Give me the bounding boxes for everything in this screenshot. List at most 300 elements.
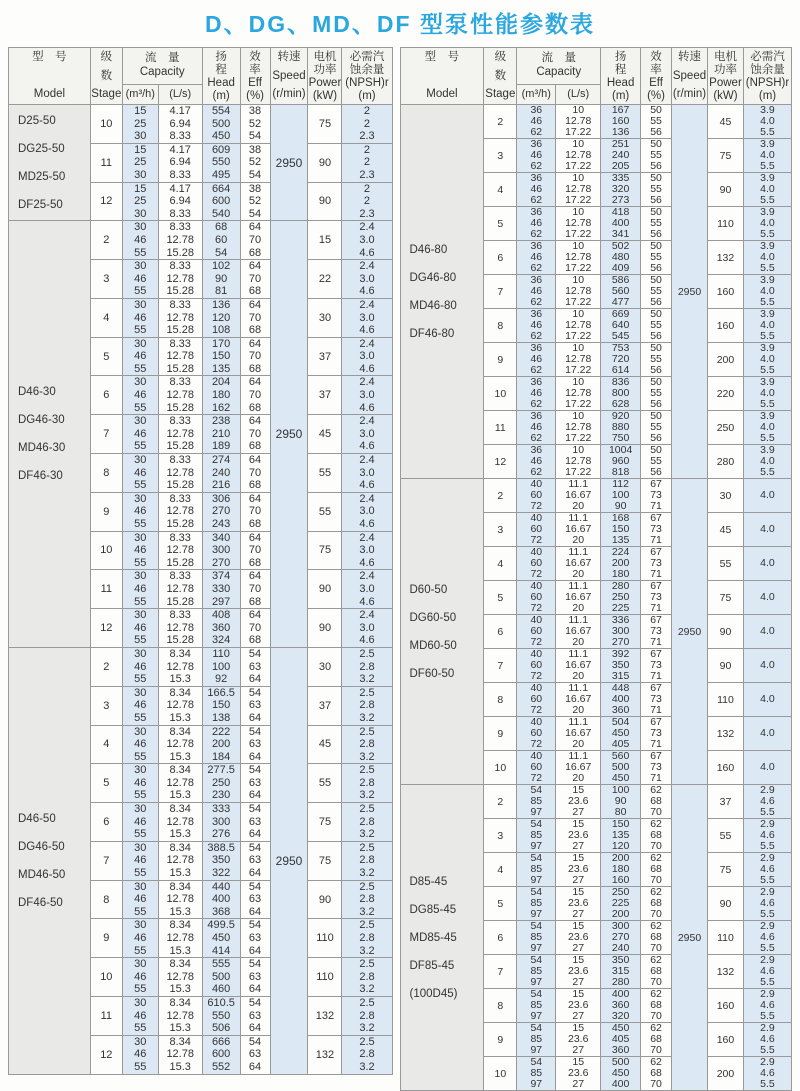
- eff-cell-value: 64: [248, 867, 262, 880]
- capacity-ls-cell: [556, 377, 601, 411]
- npsh-cell: [743, 1023, 791, 1057]
- npsh-cell-value: 2.8: [359, 932, 375, 944]
- value-lines: [641, 173, 671, 206]
- capacity-m3h-cell-value: 54: [530, 920, 543, 932]
- capacity-m3h-cell: [517, 921, 556, 955]
- capacity-m3h-cell-value: 15: [134, 182, 147, 195]
- capacity-m3h-cell-value: 54: [530, 954, 543, 966]
- head-cell: [202, 337, 240, 376]
- capacity-ls-cell: [158, 260, 202, 299]
- capacity-ls-cell-value: 8.34: [169, 1035, 191, 1048]
- capacity-m3h-cell-value: 62: [530, 296, 543, 308]
- capacity-m3h-cell-value: 72: [530, 704, 543, 716]
- power-cell: 90: [308, 143, 342, 182]
- head-cell-value: 150: [611, 523, 630, 535]
- capacity-ls-cell: [556, 275, 601, 309]
- capacity-m3h-cell: [517, 853, 556, 887]
- model-cell: [9, 105, 91, 221]
- stage-cell: 9: [484, 717, 517, 751]
- npsh-cell-value: 2.5: [359, 1035, 375, 1048]
- eff-cell-value: 70: [248, 466, 262, 479]
- table-body: [9, 105, 393, 1075]
- capacity-ls-cell-value: 12.78: [166, 970, 194, 983]
- capacity-ls-cell: [158, 958, 202, 997]
- head-cell-value: 277.5: [207, 764, 235, 777]
- power-cell: 37: [308, 686, 342, 725]
- header-lines: [342, 48, 391, 104]
- capacity-m3h-cell: [517, 581, 556, 615]
- col-header-eff: [641, 48, 672, 105]
- capacity-ls-cell-value: 12.78: [166, 893, 194, 906]
- header-line: (r/min): [672, 88, 707, 100]
- capacity-m3h-cell: [122, 221, 158, 260]
- value-lines: [203, 648, 240, 686]
- capacity-m3h-cell-value: 25: [134, 195, 147, 208]
- eff-cell-value: 70: [248, 272, 262, 285]
- eff-cell-value: 55: [650, 319, 662, 331]
- value-lines: [601, 615, 640, 648]
- head-cell: [601, 853, 641, 887]
- capacity-ls-cell-value: 15.28: [166, 556, 194, 569]
- capacity-ls-cell-value: 8.33: [169, 221, 191, 234]
- npsh-cell-value: 2.9: [760, 954, 775, 966]
- head-cell: [202, 376, 240, 415]
- capacity-m3h-cell-value: 85: [530, 1033, 543, 1045]
- capacity-ls-cell: [556, 343, 601, 377]
- npsh-cell-value: 3.0: [359, 427, 375, 440]
- stage-cell: 7: [90, 415, 122, 454]
- capacity-m3h-cell-value: 46: [530, 285, 543, 297]
- value-lines: [159, 454, 202, 492]
- capacity-m3h-cell: [517, 513, 556, 547]
- value-lines: [342, 454, 391, 492]
- npsh-cell-value: 4.0: [760, 353, 775, 365]
- eff-cell-value: 55: [650, 353, 662, 365]
- eff-cell-value: 71: [650, 636, 662, 648]
- capacity-m3h-cell-value: 30: [134, 415, 147, 428]
- capacity-ls-cell: [556, 921, 601, 955]
- value-lines: [342, 997, 391, 1035]
- value-lines: [744, 694, 791, 705]
- value-lines: [601, 445, 640, 478]
- model-name: DG46-30: [18, 414, 65, 427]
- capacity-m3h-cell-value: 62: [530, 194, 543, 206]
- head-cell-value: 545: [611, 330, 630, 342]
- capacity-ls-cell-value: 12.78: [565, 319, 592, 331]
- eff-cell-value: 68: [650, 863, 662, 875]
- capacity-ls-cell: [556, 853, 601, 887]
- value-lines: [517, 683, 555, 716]
- eff-cell: [240, 143, 270, 182]
- col-header-speed: [270, 48, 308, 105]
- header-line: Head: [207, 77, 235, 89]
- value-lines: [123, 415, 158, 453]
- capacity-ls-cell-value: 17.22: [565, 160, 592, 172]
- capacity-m3h-cell-value: 60: [530, 523, 543, 535]
- head-cell-value: 350: [611, 954, 630, 966]
- head-cell-value: 500: [611, 1056, 630, 1068]
- head-cell-value: 392: [611, 648, 630, 660]
- head-cell: [202, 531, 240, 570]
- head-cell: [601, 581, 641, 615]
- head-cell-value: 135: [611, 829, 630, 841]
- eff-cell: [240, 647, 270, 686]
- head-cell: [202, 996, 240, 1035]
- capacity-ls-cell: [158, 376, 202, 415]
- header-lines: [556, 85, 600, 103]
- header-line: (%): [246, 90, 264, 102]
- capacity-m3h-cell-value: 62: [530, 466, 543, 478]
- value-lines: [744, 955, 791, 988]
- capacity-ls-cell-value: 20: [572, 568, 585, 580]
- head-cell-value: 112: [612, 478, 629, 490]
- npsh-cell-value: 4.6: [359, 285, 375, 298]
- right-table-container: [400, 47, 793, 1091]
- capacity-m3h-cell-value: 46: [134, 582, 147, 595]
- value-lines: [556, 615, 600, 648]
- value-lines: [744, 1057, 791, 1090]
- npsh-cell-value: 2.5: [359, 880, 375, 893]
- head-cell-value: 440: [211, 880, 231, 893]
- header-lines: [401, 48, 484, 104]
- head-cell-value: 135: [611, 534, 630, 546]
- head-cell-value: 170: [211, 337, 231, 350]
- power-cell: 160: [707, 751, 743, 785]
- page-title: D、DG、MD、DF 型泵性能参数表: [205, 11, 595, 37]
- value-lines: [342, 842, 391, 880]
- power-cell: 30: [308, 298, 342, 337]
- head-cell-value: 250: [611, 591, 630, 603]
- head-cell-value: 610.5: [207, 996, 235, 1009]
- capacity-ls-cell-value: 10: [572, 308, 585, 320]
- power-cell: 90: [308, 182, 342, 221]
- head-cell-value: 90: [614, 500, 627, 512]
- capacity-m3h-cell-value: 46: [134, 544, 147, 557]
- header-line: (L/s): [169, 87, 192, 100]
- value-lines: [744, 309, 791, 342]
- capacity-m3h-cell-value: 72: [530, 738, 543, 750]
- capacity-m3h-cell-value: 46: [134, 350, 147, 363]
- npsh-cell: [342, 454, 392, 493]
- npsh-cell-value: 3.0: [359, 350, 375, 363]
- npsh-cell: [743, 139, 791, 173]
- value-lines: [203, 881, 240, 919]
- head-cell-value: 499.5: [207, 919, 235, 932]
- model-name: (100D45): [409, 987, 458, 1000]
- npsh-cell: [342, 531, 392, 570]
- capacity-ls-cell: [556, 445, 601, 479]
- capacity-m3h-cell: [122, 337, 158, 376]
- value-lines: [123, 338, 158, 376]
- capacity-ls-cell-value: 15.3: [169, 905, 191, 918]
- value-lines: [601, 275, 640, 308]
- value-lines: [556, 343, 600, 376]
- value-lines: [342, 687, 391, 725]
- value-lines: [601, 343, 640, 376]
- npsh-cell-value: 2.9: [760, 852, 775, 864]
- eff-cell-value: 68: [248, 518, 262, 530]
- value-lines: [342, 803, 391, 841]
- head-cell-value: 270: [611, 931, 630, 943]
- capacity-m3h-cell-value: 55: [134, 828, 147, 841]
- value-lines: [641, 751, 671, 784]
- value-lines: [203, 1036, 240, 1074]
- capacity-m3h-cell-value: 55: [134, 944, 147, 957]
- capacity-ls-cell: [556, 309, 601, 343]
- capacity-ls-cell-value: 12.78: [166, 350, 194, 363]
- npsh-cell-value: 2.3: [359, 130, 375, 143]
- value-lines: [556, 649, 600, 682]
- capacity-ls-cell-value: 15: [572, 818, 585, 830]
- npsh-cell-value: 3.9: [760, 240, 775, 252]
- eff-cell: [240, 764, 270, 803]
- value-lines: [123, 726, 158, 764]
- eff-cell: [240, 880, 270, 919]
- eff-cell-value: 50: [650, 206, 662, 218]
- value-lines: [641, 1023, 671, 1056]
- value-lines: [744, 275, 791, 308]
- npsh-cell-value: 4.0: [760, 251, 775, 263]
- value-lines: [203, 338, 240, 376]
- npsh-cell-value: 2.9: [760, 784, 775, 796]
- capacity-m3h-cell-value: 97: [530, 874, 543, 886]
- header-lines: [91, 48, 122, 104]
- stage-cell: 7: [484, 275, 517, 309]
- value-lines: [203, 454, 240, 492]
- value-lines: [241, 881, 270, 919]
- eff-cell-value: 68: [650, 1067, 662, 1079]
- value-lines: [641, 411, 671, 444]
- eff-cell-value: 64: [248, 983, 262, 996]
- value-lines: [556, 139, 600, 172]
- npsh-cell: [743, 683, 791, 717]
- head-cell-value: 238: [211, 415, 231, 428]
- value-lines: [641, 445, 671, 478]
- head-cell-value: 320: [611, 1010, 630, 1022]
- capacity-ls-cell-value: 12.78: [565, 421, 592, 433]
- capacity-ls-cell-value: 8.33: [169, 130, 191, 143]
- head-cell-value: 450: [611, 727, 630, 739]
- eff-cell: [641, 921, 672, 955]
- value-lines: [517, 1023, 555, 1056]
- header-line: 扬: [614, 51, 627, 63]
- capacity-ls-cell-value: 20: [572, 738, 585, 750]
- capacity-m3h-cell-value: 36: [530, 308, 543, 320]
- value-lines: [159, 493, 202, 531]
- head-cell-value: 448: [611, 682, 630, 694]
- value-lines: [556, 105, 600, 138]
- capacity-m3h-cell-value: 46: [134, 233, 147, 246]
- header-line: Stage: [91, 88, 122, 100]
- eff-cell: [240, 105, 270, 144]
- eff-cell-value: 64: [248, 609, 262, 622]
- eff-cell: [641, 1057, 672, 1091]
- eff-cell: [641, 853, 672, 887]
- eff-cell-value: 64: [248, 828, 262, 841]
- npsh-cell-value: 3.0: [359, 544, 375, 557]
- npsh-cell-value: 4.0: [760, 183, 775, 195]
- npsh-cell-value: 3.9: [760, 444, 775, 456]
- capacity-m3h-cell: [517, 717, 556, 751]
- header-lines: [271, 48, 308, 104]
- capacity-m3h-cell-value: 46: [134, 660, 147, 673]
- npsh-cell: [743, 717, 791, 751]
- eff-cell-value: 68: [248, 285, 262, 298]
- capacity-m3h-cell: [517, 683, 556, 717]
- value-lines: [517, 173, 555, 206]
- capacity-ls-cell-value: 15: [572, 1056, 585, 1068]
- capacity-ls-cell-value: 12.78: [166, 544, 194, 557]
- head-cell-value: 110: [212, 647, 230, 660]
- eff-cell-value: 54: [248, 130, 262, 143]
- head-cell-value: 750: [611, 432, 630, 444]
- value-lines: [601, 173, 640, 206]
- value-lines: [241, 997, 270, 1035]
- head-cell-value: 609: [211, 143, 231, 156]
- eff-cell-value: 64: [248, 376, 262, 389]
- npsh-cell-value: 2.9: [760, 920, 775, 932]
- npsh-cell-value: 2.4: [359, 492, 375, 505]
- power-cell: 200: [707, 1057, 743, 1091]
- eff-cell-value: 68: [650, 795, 662, 807]
- value-lines: [601, 819, 640, 852]
- eff-cell-value: 56: [650, 466, 662, 478]
- capacity-m3h-cell-value: 62: [530, 126, 543, 138]
- col-header-power: [308, 48, 342, 105]
- capacity-ls-cell: [158, 880, 202, 919]
- capacity-m3h-cell-value: 30: [134, 492, 147, 505]
- capacity-m3h-cell-value: 60: [530, 489, 543, 501]
- value-lines: [123, 1036, 158, 1074]
- value-lines: [159, 415, 202, 453]
- head-cell-value: 368: [211, 905, 231, 918]
- capacity-ls-cell-value: 12.78: [565, 455, 592, 467]
- npsh-cell: [743, 377, 791, 411]
- header-line: Power: [308, 77, 342, 89]
- capacity-m3h-cell: [122, 764, 158, 803]
- value-lines: [241, 144, 270, 182]
- capacity-m3h-cell: [517, 479, 556, 513]
- eff-cell-value: 55: [650, 149, 662, 161]
- eff-cell-value: 64: [248, 337, 262, 350]
- head-cell-value: 92: [215, 673, 228, 686]
- npsh-cell-value: 2.5: [359, 958, 375, 971]
- head-cell: [202, 182, 240, 221]
- capacity-m3h-cell-value: 97: [530, 1078, 543, 1090]
- table-row: [400, 105, 792, 139]
- capacity-ls-cell-value: 15.3: [169, 789, 191, 802]
- value-lines: [342, 570, 391, 608]
- npsh-cell-value: 3.9: [760, 104, 775, 116]
- value-lines: [342, 919, 391, 957]
- value-lines: [517, 955, 555, 988]
- eff-cell: [641, 275, 672, 309]
- head-cell-value: 600: [211, 1048, 231, 1061]
- eff-cell-value: 56: [650, 364, 662, 376]
- capacity-m3h-cell-value: 72: [530, 568, 543, 580]
- power-cell: 30: [308, 647, 342, 686]
- capacity-ls-cell-value: 15.3: [169, 673, 191, 686]
- value-lines: [241, 260, 270, 298]
- capacity-ls-cell: [556, 615, 601, 649]
- eff-cell-value: 50: [650, 172, 662, 184]
- head-cell-value: 400: [211, 893, 231, 906]
- power-cell: 90: [707, 887, 743, 921]
- header-line: (NPSH)r: [745, 77, 790, 89]
- npsh-cell-value: 2.5: [359, 686, 375, 699]
- capacity-m3h-cell-value: 54: [530, 1056, 543, 1068]
- head-cell-value: 200: [611, 557, 630, 569]
- power-cell: 132: [308, 1035, 342, 1074]
- head-cell-value: 360: [211, 621, 231, 634]
- capacity-ls-cell-value: 8.34: [169, 725, 191, 738]
- eff-cell: [641, 785, 672, 819]
- model-names: [18, 107, 90, 219]
- capacity-ls-cell: [158, 725, 202, 764]
- header-line: Eff: [248, 77, 262, 89]
- eff-cell-value: 73: [650, 489, 662, 501]
- head-cell-value: 818: [611, 466, 630, 478]
- stage-cell: 8: [484, 989, 517, 1023]
- capacity-ls-cell-value: 16.67: [565, 693, 592, 705]
- head-cell-value: 240: [611, 149, 630, 161]
- capacity-m3h-cell-value: 97: [530, 1044, 543, 1056]
- npsh-cell: [342, 105, 392, 144]
- npsh-cell: [743, 887, 791, 921]
- stage-cell: 12: [90, 609, 122, 648]
- head-cell-value: 68: [215, 221, 228, 234]
- capacity-ls-cell-value: 20: [572, 500, 585, 512]
- eff-cell-value: 68: [248, 362, 262, 375]
- head-cell: [202, 803, 240, 842]
- npsh-cell-value: 4.6: [359, 479, 375, 492]
- capacity-m3h-cell-value: 30: [134, 958, 147, 971]
- eff-cell-value: 62: [650, 954, 662, 966]
- head-cell: [202, 492, 240, 531]
- value-lines: [203, 415, 240, 453]
- head-cell-value: 120: [211, 311, 231, 324]
- model-name: DF25-50: [18, 198, 63, 211]
- head-cell-value: 216: [211, 479, 231, 492]
- capacity-m3h-cell-value: 15: [134, 105, 147, 117]
- power-cell: 110: [707, 921, 743, 955]
- header-line: Power: [709, 77, 742, 89]
- capacity-ls-cell-value: 10: [572, 444, 585, 456]
- value-lines: [744, 921, 791, 954]
- capacity-ls-cell-value: 8.33: [169, 168, 191, 181]
- eff-cell-value: 52: [248, 117, 262, 130]
- value-lines: [641, 819, 671, 852]
- capacity-ls-cell-value: 23.6: [567, 1067, 589, 1079]
- stage-cell: 7: [484, 649, 517, 683]
- capacity-ls-cell-value: 8.33: [169, 609, 191, 622]
- head-cell-value: 374: [211, 570, 231, 583]
- eff-cell-value: 54: [248, 803, 262, 816]
- head-cell: [601, 139, 641, 173]
- model-names: [18, 378, 90, 490]
- capacity-ls-cell-value: 11.1: [568, 478, 589, 490]
- capacity-m3h-cell-value: 46: [134, 389, 147, 402]
- capacity-m3h-cell-value: 46: [530, 149, 543, 161]
- head-cell-value: 90: [215, 272, 228, 285]
- capacity-m3h-cell-value: 36: [530, 240, 543, 252]
- npsh-cell-value: 2.5: [359, 996, 375, 1009]
- npsh-cell-value: 4.6: [760, 829, 775, 841]
- eff-cell-value: 73: [650, 625, 662, 637]
- capacity-ls-cell: [556, 513, 601, 547]
- head-cell-value: 184: [211, 750, 231, 763]
- capacity-m3h-cell-value: 46: [134, 699, 147, 712]
